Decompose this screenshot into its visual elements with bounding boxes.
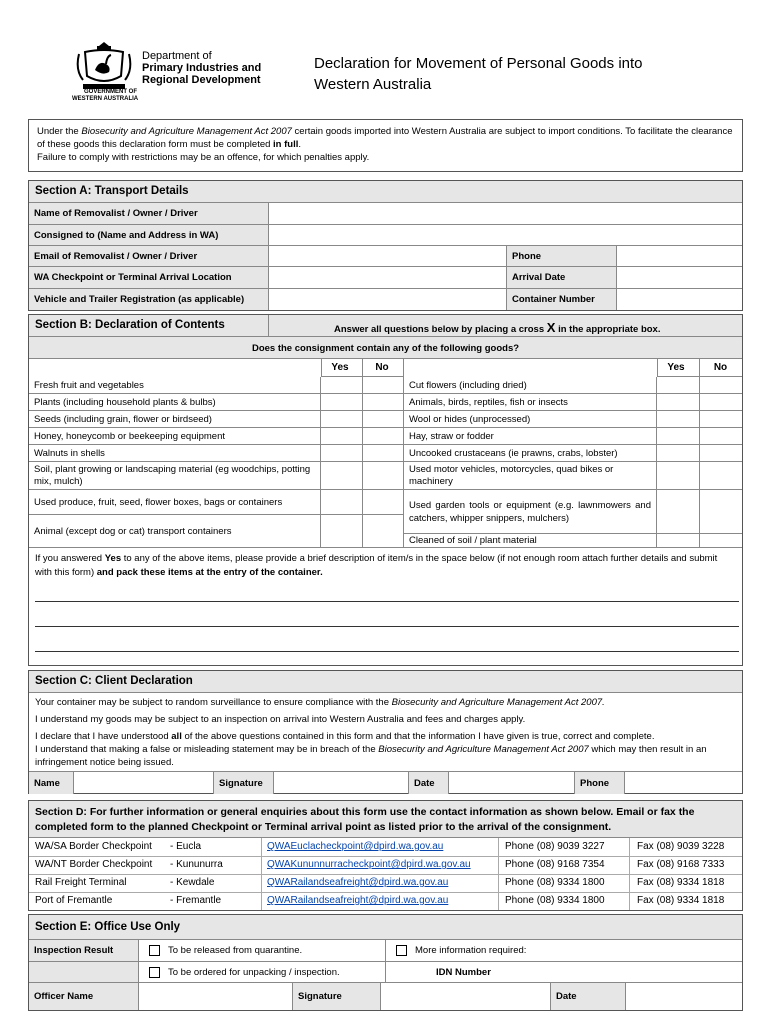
left-yes-header: Yes (331, 362, 349, 373)
contact-divider (29, 874, 742, 875)
contact-fax: Fax (08) 9039 3228 (637, 841, 725, 852)
contact-name: Rail Freight Terminal (35, 877, 127, 888)
more-info-option[interactable] (386, 940, 742, 962)
date-input[interactable] (449, 772, 575, 794)
section-d-title: Section D: For further information or general enquiries about this form use the contact information as shown below. Email or fax the completed form to the planned Checkpoint or Terminal arrival point as listed prior to the arrival of the consignment. (29, 801, 742, 838)
no-checkbox[interactable] (700, 394, 742, 411)
yes-checkbox[interactable] (321, 359, 363, 377)
contact-row (29, 874, 742, 892)
no-checkbox[interactable] (700, 445, 742, 462)
release-label: To be released from quarantine. (168, 945, 303, 956)
section-b-title: Section B: Declaration of Contents (29, 315, 269, 337)
contact-col-divider (629, 838, 630, 910)
removalist-input[interactable] (269, 203, 742, 225)
unpacking-checkbox[interactable] (149, 967, 160, 978)
section-d (28, 800, 743, 911)
contact-row (29, 892, 742, 910)
inspection-text: I understand my goods may be subject to an inspection on arrival into Western Australia and fees and charges apply. (35, 714, 526, 725)
list-item: Soil, plant growing or landscaping material (eg woodchips, potting mix, mulch) (29, 462, 321, 490)
contact-name: WA/NT Border Checkpoint (35, 859, 153, 870)
description-line[interactable] (35, 601, 739, 602)
form-title-line2: Western Australia (314, 76, 432, 93)
list-item: Used motor vehicles, motorcycles, quad bikes or machinery (404, 462, 657, 490)
vehicle-label: Vehicle and Trailer Registration (as applicable) (29, 289, 269, 310)
description-line[interactable] (35, 626, 739, 627)
contact-place: - Kununurra (170, 859, 223, 870)
vehicle-input[interactable] (269, 289, 507, 310)
list-item: Walnuts in shells (29, 445, 321, 462)
contact-fax: Fax (08) 9168 7333 (637, 859, 725, 870)
officer-name-input[interactable] (139, 983, 293, 1010)
signature-input[interactable] (274, 772, 409, 794)
list-item: Seeds (including grain, flower or birdseed) (29, 411, 321, 428)
yes-checkbox[interactable] (657, 428, 700, 445)
no-checkbox[interactable] (363, 428, 404, 445)
name-input[interactable] (74, 772, 214, 794)
yes-checkbox[interactable] (321, 411, 363, 428)
phone-input[interactable] (625, 772, 742, 794)
no-checkbox[interactable] (700, 490, 742, 534)
contact-phone: Phone (08) 9334 1800 (505, 895, 605, 906)
phone-label: Phone (507, 246, 617, 267)
officer-signature-input[interactable] (381, 983, 551, 1010)
no-checkbox[interactable] (363, 490, 404, 515)
contact-phone: Phone (08) 9334 1800 (505, 877, 605, 888)
contact-name: WA/SA Border Checkpoint (35, 841, 152, 852)
yes-checkbox[interactable] (657, 411, 700, 428)
yes-checkbox[interactable] (321, 462, 363, 490)
yes-checkbox[interactable] (657, 445, 700, 462)
no-checkbox[interactable] (363, 359, 404, 377)
list-item: Used produce, fruit, seed, flower boxes, bags or containers (29, 490, 321, 515)
right-yes-header: Yes (667, 362, 685, 373)
idn-number-field[interactable]: IDN Number (386, 962, 742, 983)
list-item: Hay, straw or fodder (404, 428, 657, 445)
container-input[interactable] (617, 289, 742, 310)
list-item: Animals, birds, reptiles, fish or insects (404, 394, 657, 411)
name-label: Name (29, 772, 74, 794)
inspection-result-label: Inspection Result (29, 940, 139, 962)
arrival-date-input[interactable] (617, 267, 742, 289)
yes-checkbox[interactable] (657, 359, 700, 377)
email-label: Email of Removalist / Owner / Driver (29, 246, 269, 267)
officer-signature-label: Signature (293, 983, 381, 1010)
list-item: Cleaned of soil / plant material (404, 534, 657, 547)
yes-checkbox[interactable] (321, 490, 363, 515)
yes-checkbox[interactable] (657, 377, 700, 394)
description-note: If you answered Yes to any of the above items, please provide a brief description of item/s in the space below (if not enough room attach further details and submit with this form) and pack these items at the entry of the container. (29, 547, 742, 584)
phone-label: Phone (575, 772, 625, 794)
consigned-label: Consigned to (Name and Address in WA) (29, 225, 269, 246)
section-e (28, 914, 743, 1011)
yes-checkbox[interactable] (321, 428, 363, 445)
phone-input[interactable] (617, 246, 742, 267)
blank-label-cell (29, 962, 139, 983)
contact-row (29, 856, 742, 874)
left-no-header: No (375, 362, 389, 373)
no-checkbox[interactable] (363, 462, 404, 490)
section-b-instruction: Answer all questions below by placing a cross X in the appropriate box. (334, 320, 661, 335)
checkpoint-label: WA Checkpoint or Terminal Arrival Location (29, 267, 269, 289)
dept-name-line2: Primary Industries and (142, 62, 262, 74)
contact-place: - Fremantle (170, 895, 222, 906)
declaration-text: I declare that I have understood all of the above questions contained in this form and that the information I have given is true, correct and complete. (35, 731, 655, 742)
contact-fax: Fax (08) 9334 1818 (637, 895, 725, 906)
no-checkbox[interactable] (700, 428, 742, 445)
release-option[interactable] (139, 940, 386, 962)
container-label: Container Number (507, 289, 617, 310)
officer-date-label: Date (551, 983, 626, 1010)
contact-email-link[interactable]: QWAEuclacheckpoint@dpird.wa.gov.au (267, 841, 444, 852)
section-a-title: Section A: Transport Details (29, 181, 742, 203)
officer-name-label: Officer Name (29, 983, 139, 1010)
email-input[interactable] (269, 246, 507, 267)
no-checkbox[interactable] (363, 394, 404, 411)
more-info-checkbox[interactable] (396, 945, 407, 956)
gov-label-line1: GOVERNMENT OF (84, 89, 138, 95)
list-item: Cut flowers (including dried) (404, 377, 657, 394)
yes-checkbox[interactable] (657, 490, 700, 534)
more-info-label: More information required: (415, 945, 527, 956)
no-checkbox[interactable] (700, 411, 742, 428)
no-checkbox[interactable] (363, 445, 404, 462)
date-label: Date (409, 772, 449, 794)
surveillance-text: Your container may be subject to random surveillance to ensure compliance with the Biosecurity and Agriculture Management Act 2007. (35, 697, 605, 708)
contact-place: - Kewdale (170, 877, 215, 888)
unpacking-option[interactable] (139, 962, 386, 983)
section-e-title: Section E: Office Use Only (29, 915, 742, 940)
section-b (28, 314, 743, 666)
contact-fax: Fax (08) 9334 1818 (637, 877, 725, 888)
yes-checkbox[interactable] (321, 515, 363, 547)
release-checkbox[interactable] (149, 945, 160, 956)
intro-paragraph: Under the Biosecurity and Agriculture Management Act 2007 certain goods imported into Western Australia are subject to import conditions. To facilitate the clearance of these goods this declaration form must be completed in full. (37, 126, 733, 150)
removalist-label: Name of Removalist / Owner / Driver (29, 203, 269, 225)
list-item: Animal (except dog or cat) transport containers (29, 515, 321, 547)
no-checkbox[interactable] (700, 377, 742, 394)
intro-warning: Failure to comply with restrictions may be an offence, for which penalties apply. (37, 152, 370, 163)
yes-checkbox[interactable] (321, 377, 363, 394)
client-sign-row (29, 771, 742, 793)
contact-row (29, 838, 742, 856)
contact-col-divider (261, 838, 262, 910)
consignment-question: Does the consignment contain any of the following goods? (29, 337, 742, 359)
contact-divider (29, 892, 742, 893)
yes-checkbox[interactable] (321, 445, 363, 462)
no-checkbox[interactable] (700, 359, 742, 377)
list-item: Used garden tools or equipment (e.g. lawnmowers and catchers, whipper snippers, mulchers) (404, 490, 657, 534)
contact-name: Port of Fremantle (35, 895, 113, 906)
contact-email-link[interactable]: QWARailandseafreight@dpird.wa.gov.au (267, 877, 449, 888)
yes-checkbox[interactable] (321, 394, 363, 411)
false-statement-text: I understand that making a false or misleading statement may be in breach of the Biosecurity and Agriculture Management Act 2007 which may then result in an infringement notice being issued. (35, 744, 707, 768)
form-title-line1: Declaration for Movement of Personal Goods into (314, 55, 643, 72)
yes-checkbox[interactable] (657, 534, 700, 547)
list-item: Plants (including household plants & bulbs) (29, 394, 321, 411)
arrival-date-label: Arrival Date (507, 267, 617, 289)
contact-divider (29, 856, 742, 857)
section-c (28, 670, 743, 794)
list-item: Honey, honeycomb or beekeeping equipment (29, 428, 321, 445)
list-item: Wool or hides (unprocessed) (404, 411, 657, 428)
contact-phone: Phone (08) 9168 7354 (505, 859, 605, 870)
yes-checkbox[interactable] (657, 394, 700, 411)
contact-place: - Eucla (170, 841, 202, 852)
contact-email-link[interactable]: QWAKununnurracheckpoint@dpird.wa.gov.au (267, 859, 471, 870)
no-checkbox[interactable] (700, 534, 742, 547)
list-item: Fresh fruit and vegetables (29, 377, 321, 394)
section-b-header (29, 315, 742, 337)
no-checkbox[interactable] (363, 411, 404, 428)
section-c-title: Section C: Client Declaration (29, 671, 742, 693)
consigned-input[interactable] (269, 225, 742, 246)
no-checkbox[interactable] (363, 377, 404, 394)
list-item: Uncooked crustaceans (ie prawns, crabs, lobster) (404, 445, 657, 462)
section-c-text (35, 696, 739, 769)
right-no-header: No (713, 362, 728, 373)
contact-phone: Phone (08) 9039 3227 (505, 841, 605, 852)
intro-box (28, 119, 743, 172)
gov-label-line2: WESTERN AUSTRALIA (72, 96, 139, 102)
officer-date-input[interactable] (626, 983, 742, 1010)
header (0, 0, 770, 115)
dept-name-line1: Department of (142, 50, 212, 62)
contact-email-link[interactable]: QWARailandseafreight@dpird.wa.gov.au (267, 895, 449, 906)
unpacking-label: To be ordered for unpacking / inspection. (168, 966, 340, 978)
section-a (28, 180, 743, 311)
dept-name-line3: Regional Development (142, 74, 261, 86)
description-line[interactable] (35, 651, 739, 652)
checkpoint-input[interactable] (269, 267, 507, 289)
contact-col-divider (498, 838, 499, 910)
no-checkbox[interactable] (700, 462, 742, 490)
wa-crest-logo-icon (73, 40, 135, 92)
signature-label: Signature (214, 772, 274, 794)
yes-checkbox[interactable] (657, 462, 700, 490)
no-checkbox[interactable] (363, 515, 404, 547)
